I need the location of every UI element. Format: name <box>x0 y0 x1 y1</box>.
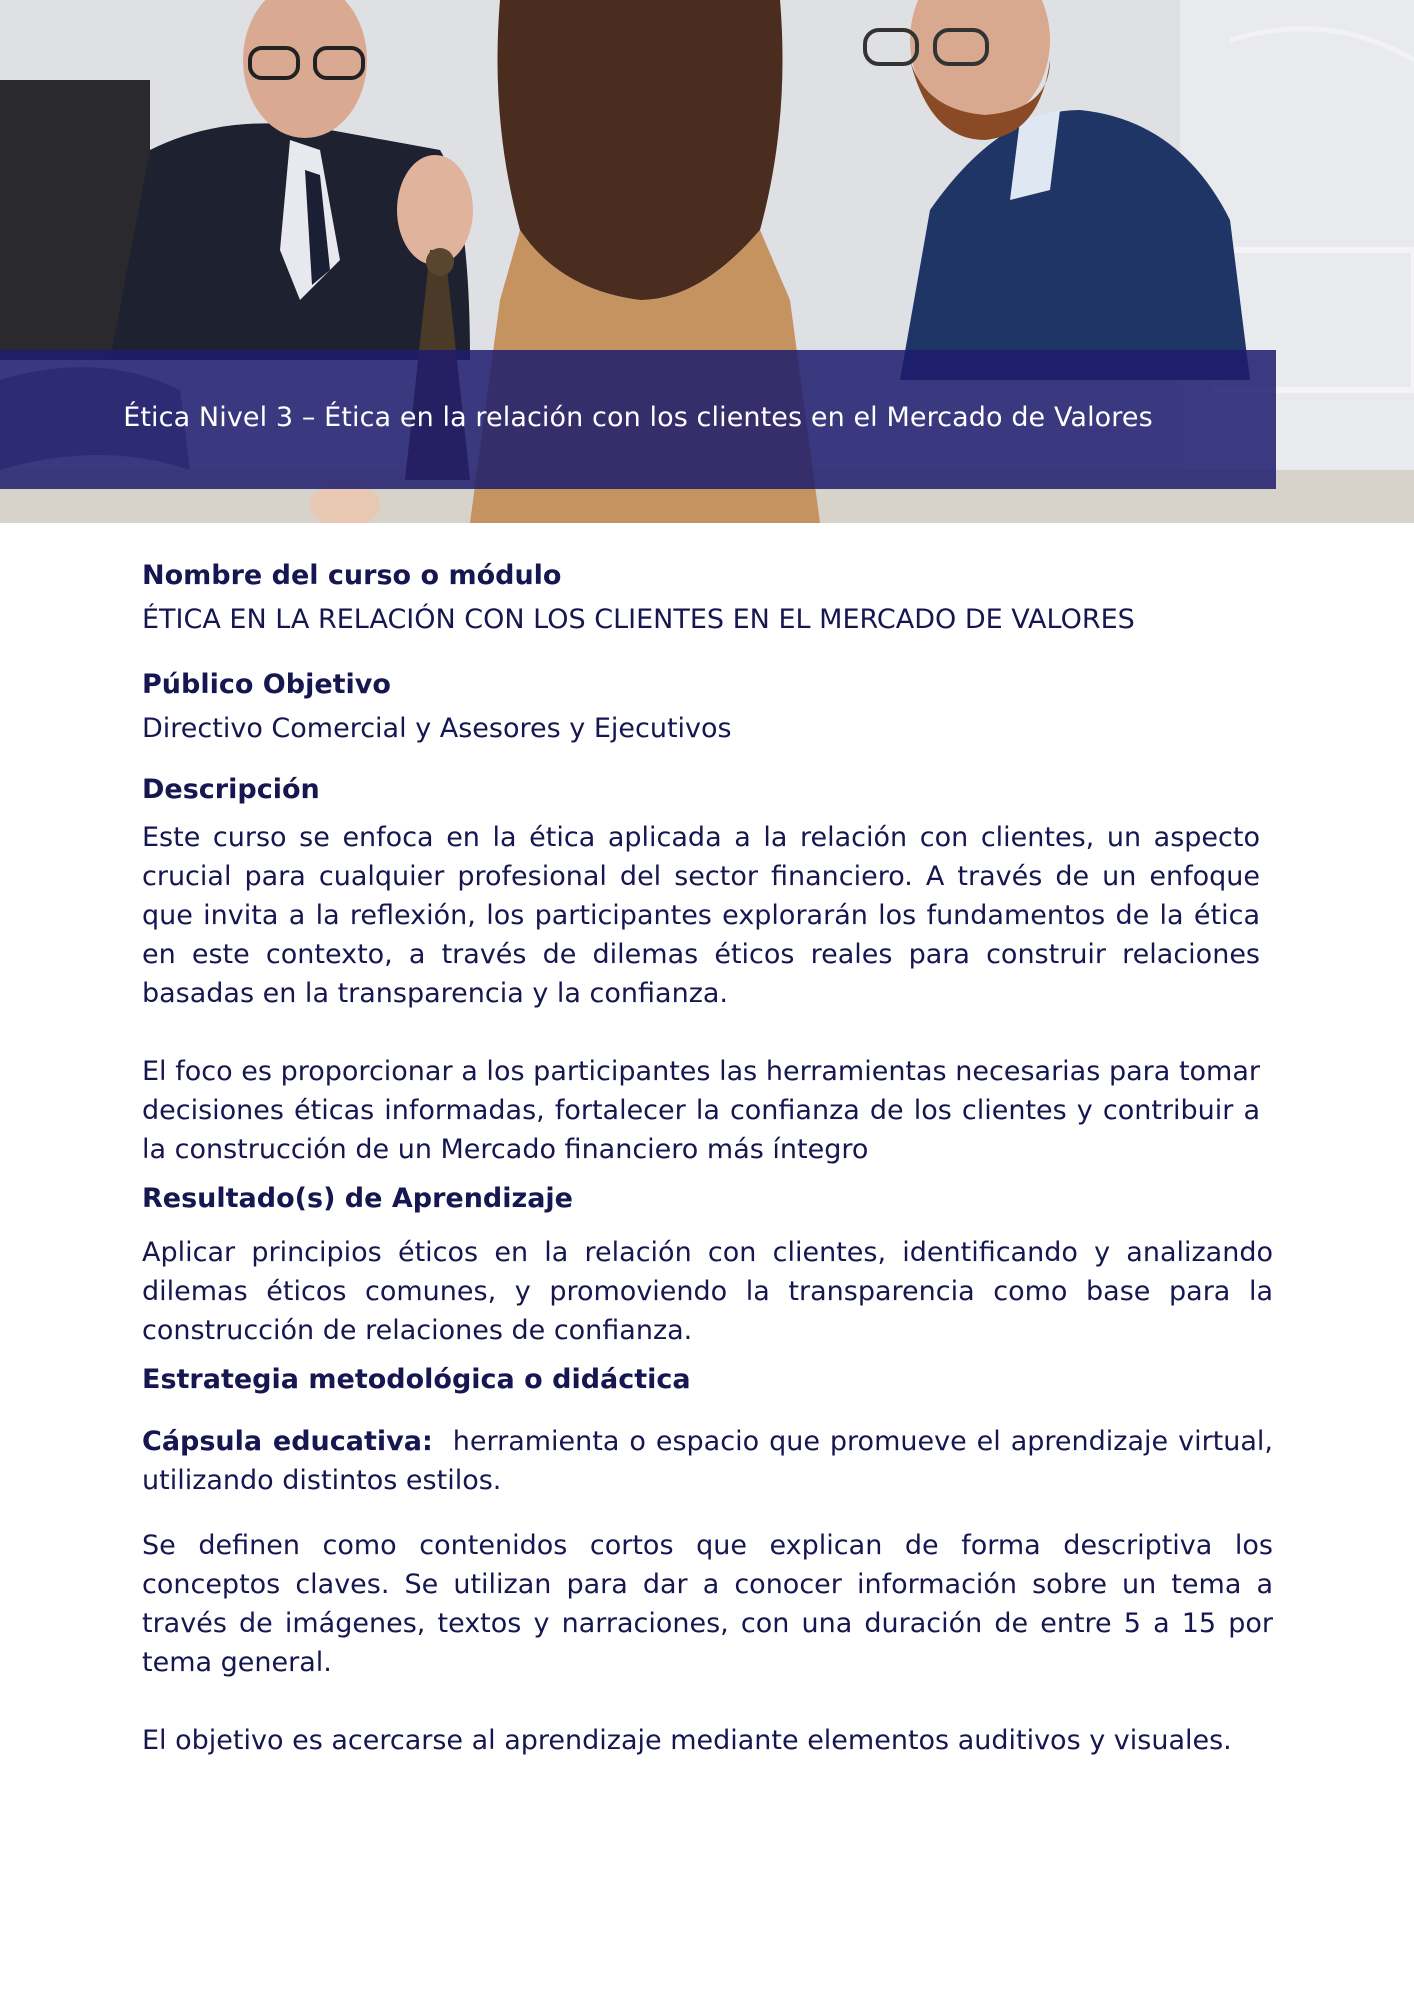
audience-heading: Público Objetivo <box>142 669 391 700</box>
audience-value: Directivo Comercial y Asesores y Ejecutivos <box>142 713 732 744</box>
section-audience <box>142 665 1273 748</box>
capsule-text: herramienta o espacio que promueve el aprendizaje virtual, utilizando distintos estilos. <box>142 1426 1274 1496</box>
section-methodology <box>142 1360 1273 1760</box>
course-sheet <box>142 556 1273 1760</box>
description-paragraph-2: El foco es proporcionar a los participantes las herramientas necesarias para tomar decisiones éticas informadas, fortalecer la confianza de los clientes y contribuir a la construcción de un Mercado financiero más íntegro <box>142 1056 1260 1165</box>
course-name-value: ÉTICA EN LA RELACIÓN CON LOS CLIENTES EN EL MERCADO DE VALORES <box>142 604 1135 635</box>
methodology-heading: Estrategia metodológica o didáctica <box>142 1364 691 1395</box>
section-learning-outcomes <box>142 1179 1273 1350</box>
learning-outcomes-heading: Resultado(s) de Aprendizaje <box>142 1183 573 1214</box>
hero-banner <box>0 0 1414 523</box>
description-paragraph-1: Este curso se enfoca en la ética aplicada a la relación con clientes, un aspecto crucial para cualquier profesional del sector financiero. A través de un enfoque que invita a la reflexión, los participantes explorarán los fundamentos de la ética en este contexto, a través de dilemas éticos reales para construir relaciones basadas en la transparencia y la confianza. <box>142 822 1260 1009</box>
learning-outcomes-value: Aplicar principios éticos en la relación con clientes, identificando y analizando dilemas éticos comunes, y promoviendo la transparencia como base para la construcción de relaciones de confianza. <box>142 1237 1273 1346</box>
description-heading: Descripción <box>142 774 320 805</box>
methodology-paragraph-3: El objetivo es acercarse al aprendizaje mediante elementos auditivos y visuales. <box>142 1725 1232 1756</box>
section-course-name <box>142 556 1273 639</box>
section-description <box>142 770 1273 1169</box>
banner-title: Ética Nivel 3 – Ética en la relación con los clientes en el Mercado de Valores <box>123 402 1153 433</box>
methodology-paragraph-2: Se definen como contenidos cortos que explican de forma descriptiva los conceptos claves. Se utilizan para dar a conocer información sobre un tema a través de imágenes, textos y narraciones, con una duración de entre 5 a 15 por tema general. <box>142 1530 1273 1678</box>
course-name-heading: Nombre del curso o módulo <box>142 560 562 591</box>
capsule-paragraph <box>142 1422 1273 1500</box>
capsule-label: Cápsula educativa: <box>142 1426 433 1457</box>
